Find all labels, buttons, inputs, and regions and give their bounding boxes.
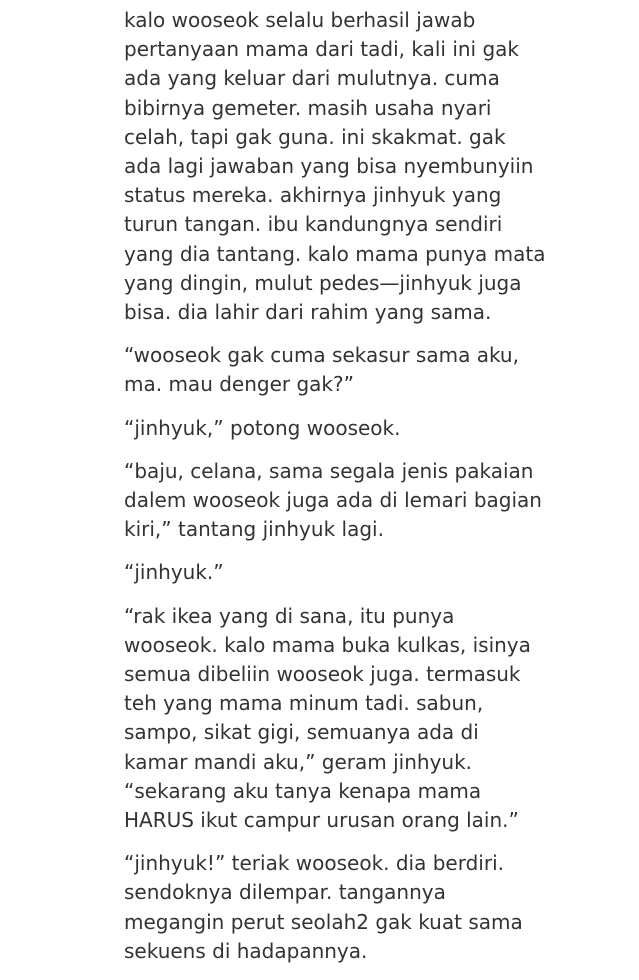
story-text: [124, 6, 624, 980]
text-line: turun tangan. ibu kandungnya sendiri: [124, 212, 503, 237]
text-line: pertanyaan mama dari tadi, kali ini gak: [124, 37, 519, 62]
text-line: megangin perut seolah2 gak kuat sama: [124, 909, 523, 934]
text-line: sekuens di hadapannya.: [124, 938, 368, 963]
text-line: yang dia tantang. kalo mama punya mata: [124, 241, 546, 266]
paragraph-dialogue: [124, 341, 624, 399]
paragraph-dialogue: [124, 457, 624, 545]
text-line: ada yang keluar dari mulutnya. cuma: [124, 66, 500, 91]
text-line: kiri,” tantang jinhyuk lagi.: [124, 517, 384, 542]
text-line: status mereka. akhirnya jinhyuk yang: [124, 183, 502, 208]
text-line: “wooseok gak cuma sekasur sama aku,: [124, 343, 519, 368]
text-line: yang dingin, mulut pedes—jinhyuk juga: [124, 270, 522, 295]
text-line: bisa. dia lahir dari rahim yang sama.: [124, 300, 492, 325]
paragraph-dialogue: [124, 558, 624, 587]
text-line: kalo wooseok selalu berhasil jawab: [124, 8, 476, 32]
text-line: ada lagi jawaban yang bisa nyembunyiin: [124, 154, 534, 179]
text-line: bibirnya gemeter. masih usaha nyari: [124, 95, 492, 120]
text-line: ma. mau denger gak?”: [124, 372, 354, 397]
text-line: “jinhyuk.”: [124, 560, 224, 585]
text-line: “sekarang aku tanya kenapa mama: [124, 778, 482, 803]
text-line: HARUS ikut campur urusan orang lain.”: [124, 808, 519, 833]
text-line: semua dibeliin wooseok juga. termasuk: [124, 662, 521, 687]
paragraph-narration: [124, 6, 624, 327]
text-line: “rak ikea yang di sana, itu punya: [124, 603, 455, 628]
paragraph-dialogue: [124, 414, 624, 443]
text-line: wooseok. kalo mama buka kulkas, isinya: [124, 632, 531, 657]
text-line: celah, tapi gak guna. ini skakmat. gak: [124, 124, 506, 149]
paragraph-narration: [124, 849, 624, 966]
paragraph-dialogue: [124, 602, 624, 836]
text-line: “jinhyuk,” potong wooseok.: [124, 415, 401, 440]
text-line: teh yang mama minum tadi. sabun,: [124, 691, 484, 716]
text-line: sendoknya dilempar. tangannya: [124, 880, 446, 905]
text-line: sampo, sikat gigi, semuanya ada di: [124, 720, 479, 745]
text-line: “jinhyuk!” teriak wooseok. dia berdiri.: [124, 851, 504, 876]
text-line: kamar mandi aku,” geram jinhyuk.: [124, 749, 473, 774]
text-line: dalem wooseok juga ada di lemari bagian: [124, 488, 542, 513]
text-line: “baju, celana, sama segala jenis pakaian: [124, 458, 534, 483]
